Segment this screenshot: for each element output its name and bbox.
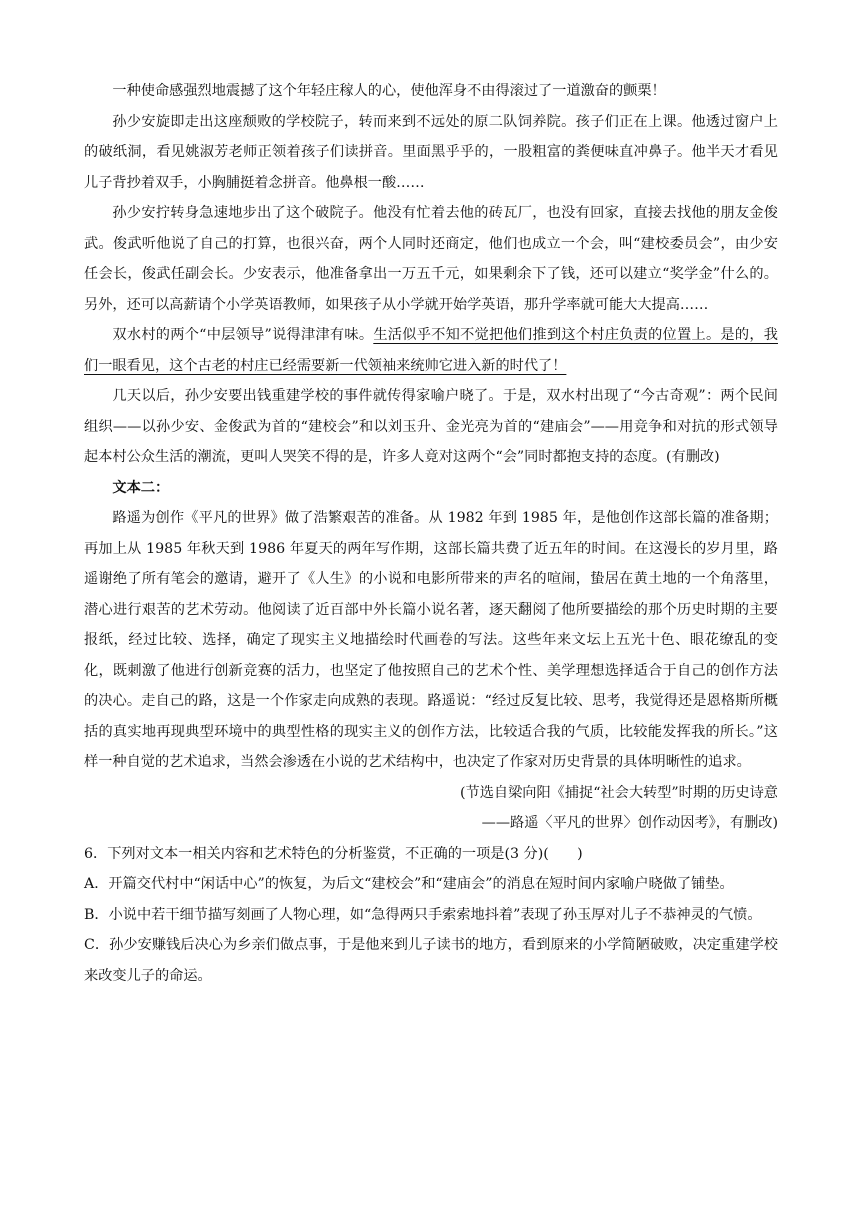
text1-paragraph-4 bbox=[84, 320, 778, 381]
paragraph-4-plain-text: 双水村的两个“中层领导”说得津津有味。 bbox=[112, 327, 374, 343]
text2-paragraph-1: 路遥为创作《平凡的世界》做了浩繁艰苦的准备。从 1982 年到 1985 年，是他创作这部长篇的准备期；再加上从 1985 年秋天到 1986 年夏天的两年写作期，这部长篇共费了近五年的时间。在这漫长的岁月里，路遥谢绝了所有笔会的邀请，避开了《人生》的小说和电影所带来的声名的喧闹，蛰居在黄土地的一个角落里，潜心进行艰苦的艺术劳动。他阅读了近百部中外长篇小说名著，逐天翻阅了他所要描绘的那个历史时期的主要报纸，经过比较、选择，确定了现实主义地描绘时代画卷的写法。这些年来文坛上五光十色、眼花缭乱的变化，既刺激了他进行创新竞赛的活力，也坚定了他按照自己的艺术个性、美学理想选择适合于自己的创作方法的决心。走自己的路，这是一个作家走向成熟的表现。路遥说：“经过反复比较、思考，我觉得还是恩格斯所概括的真实地再现典型环境中的典型性格的现实主义的创作方法，比较适合我的气质，比较能发挥我的所长。”这样一种自觉的艺术追求，当然会渗透在小说的艺术结构中，也决定了作家对历史背景的具体明晰性的追求。 bbox=[84, 510, 778, 770]
option-c: C．孙少安赚钱后决心为乡亲们做点事，于是他来到儿子读书的地方，看到原来的小学简陋破败，决定重建学校来改变儿子的命运。 bbox=[84, 937, 778, 984]
underlined-sentence: 生活似乎不知不觉把他们推到这个村庄负责的位置上。是的，我们一眼看见，这个古老的村庄已经需要新一代领袖来统帅它进入新的时代了！ bbox=[84, 327, 778, 374]
document-page bbox=[84, 76, 778, 991]
text1-paragraph-2: 孙少安旋即走出这座颓败的学校院子，转而来到不远处的原二队饲养院。孩子们正在上课。他透过窗户上的破纸洞，看见姚淑芳老师正领着孩子们读拼音。里面黑乎乎的，一股粗富的粪便味直冲鼻子。他半天才看见儿子背抄着双手，小胸脯挺着念拼音。他鼻根一酸…… bbox=[84, 113, 778, 191]
option-b: B．小说中若干细节描写刻画了人物心理，如“急得两只手索索地抖着”表现了孙玉厚对儿子不恭神灵的气愤。 bbox=[84, 906, 762, 923]
source-citation-line-2: ——路遥〈平凡的世界〉创作动因考》，有删改) bbox=[481, 815, 778, 831]
question-stem: 6．下列对文本一相关内容和艺术特色的分析鉴赏，不正确的一项是(3 分)( ) bbox=[84, 845, 583, 862]
text2-heading: 文本二： bbox=[112, 479, 170, 496]
option-a: A．开篇交代村中“闲话中心”的恢复，为后文“建校会”和“建庙会”的消息在短时间内家喻户晓做了铺垫。 bbox=[84, 876, 734, 892]
text1-paragraph-1: 一种使命感强烈地震撼了这个年轻庄稼人的心，使他浑身不由得滚过了一道激奋的颤栗！ bbox=[112, 83, 666, 99]
text1-paragraph-3: 孙少安拧转身急速地步出了这个破院子。他没有忙着去他的砖瓦厂，也没有回家，直接去找他的朋友金俊武。俊武听他说了自己的打算，也很兴奋，两个人同时还商定，他们也成立一个会，叫“建校委员会”，由少安任会长，俊武任副会长。少安表示，他准备拿出一万五千元，如果剩余下了钱，还可以建立“奖学金”什么的。另外，还可以高薪请个小学英语教师，如果孩子从小学就开始学英语，那升学率就可能大大提高…… bbox=[84, 205, 778, 313]
source-citation-line-1: (节选自梁向阳《捕捉“社会大转型”时期的历史诗意 bbox=[460, 784, 778, 801]
text1-paragraph-5: 几天以后，孙少安要出钱重建学校的事件就传得家喻户晓了。于是，双水村出现了“今古奇观”：两个民间组织——以孙少安、金俊武为首的“建校会”和以刘玉升、金光亮为首的“建庙会”——用竞争和对抗的形式领导起本村公众生活的潮流，更叫人哭笑不得的是，许多人竟对这两个“会”同时都抱支持的态度。(有删改) bbox=[84, 388, 778, 465]
